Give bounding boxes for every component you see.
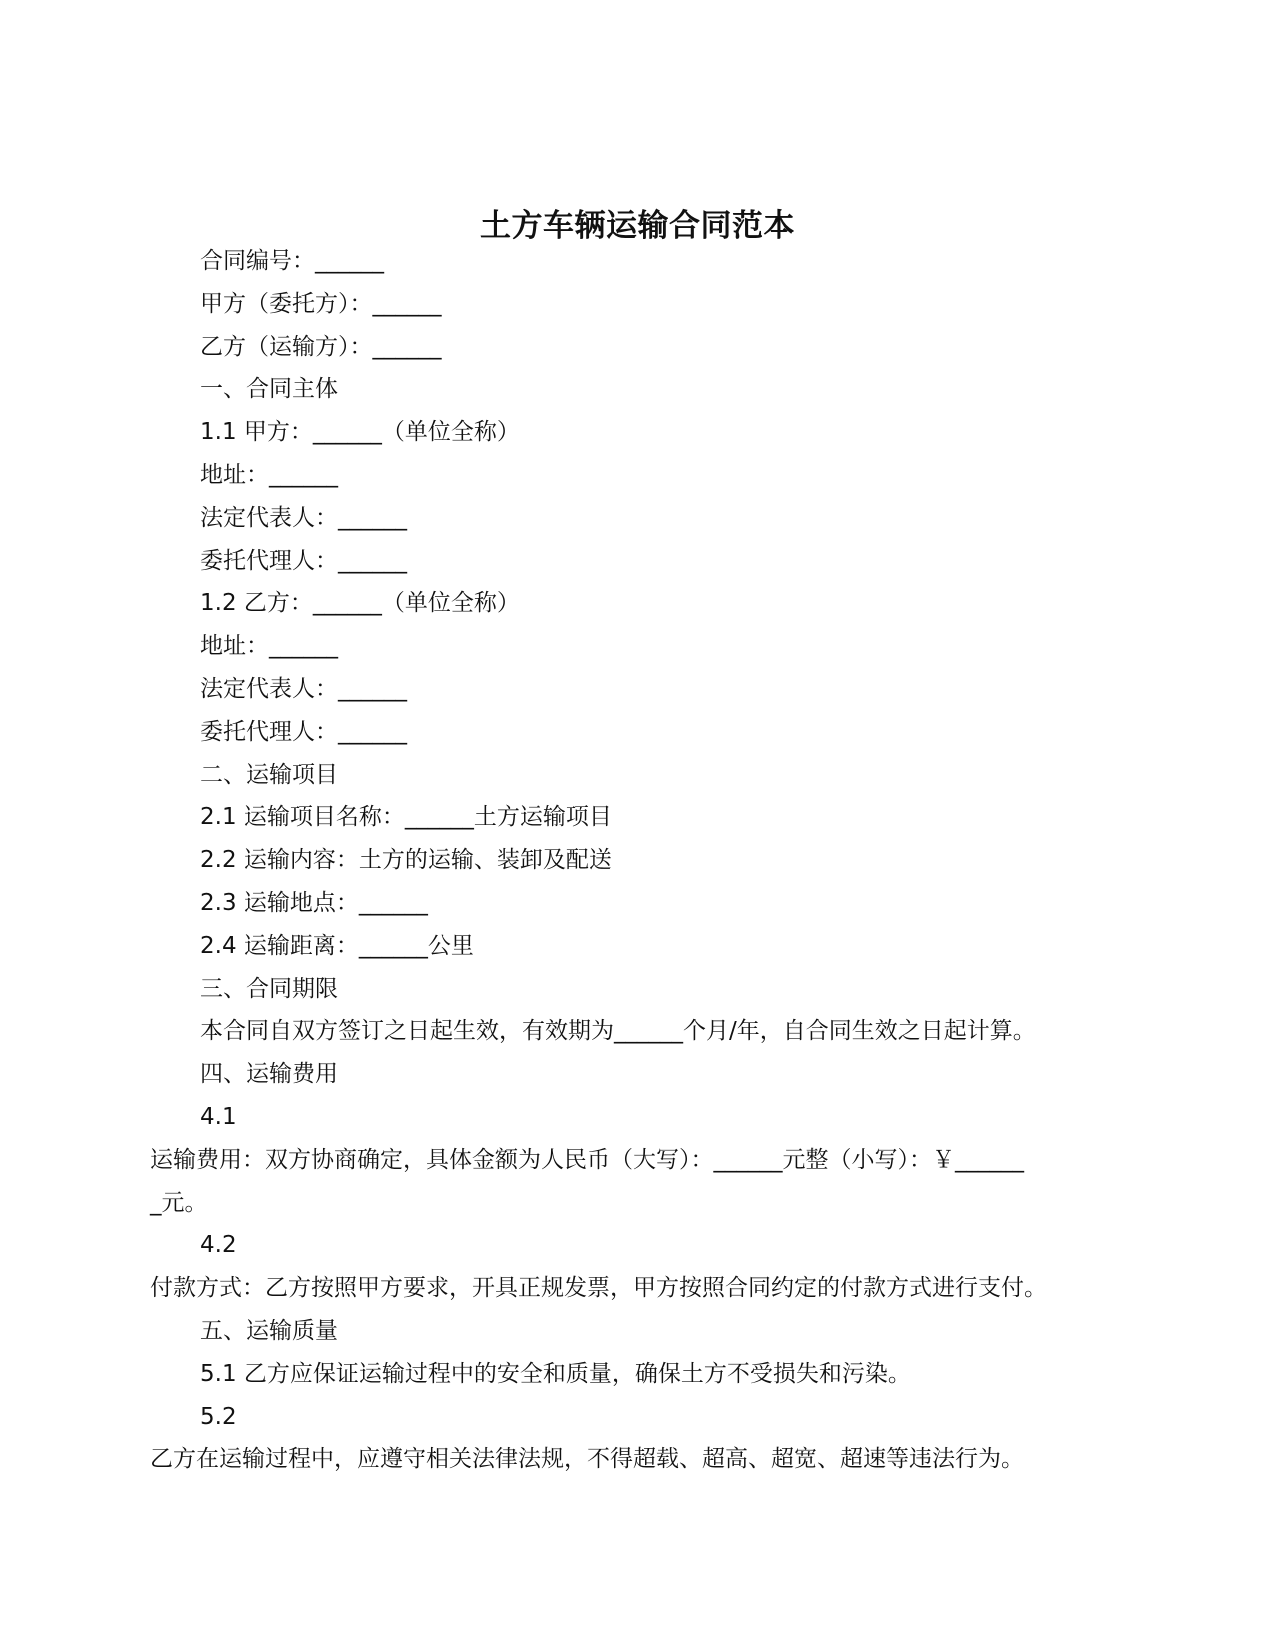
party-b-address: 地址：______	[200, 633, 338, 660]
clause-2-2: 2.2 运输内容：土方的运输、装卸及配送	[200, 847, 612, 874]
clause-1-1: 1.1 甲方：______（单位全称）	[200, 419, 520, 446]
section-heading-5: 五、运输质量	[200, 1317, 338, 1344]
clause-2-4: 2.4 运输距离：______公里	[200, 932, 474, 959]
party-b-line: 乙方（运输方）：______	[200, 333, 442, 360]
clause-4-1-text: 运输费用：双方协商确定，具体金额为人民币（大写）：______元整（小写）：￥______	[150, 1146, 1024, 1173]
party-a-legal-rep: 法定代表人：______	[200, 504, 407, 531]
clause-4-2-text: 付款方式：乙方按照甲方要求，开具正规发票，甲方按照合同约定的付款方式进行支付。	[150, 1275, 1047, 1302]
section-heading-1: 一、合同主体	[200, 376, 338, 403]
party-a-address: 地址：______	[200, 461, 338, 488]
party-a-agent: 委托代理人：______	[200, 547, 407, 574]
section-heading-3: 三、合同期限	[200, 975, 338, 1002]
clause-4-1-text-continued: _元。	[150, 1189, 208, 1216]
contract-term-paragraph: 本合同自双方签订之日起生效，有效期为______个月/年，自合同生效之日起计算。	[200, 1018, 1036, 1045]
clause-1-2: 1.2 乙方：______（单位全称）	[200, 590, 520, 617]
section-heading-2: 二、运输项目	[200, 761, 338, 788]
contract-number-line: 合同编号：______	[200, 248, 384, 274]
clause-5-2-number: 5.2	[200, 1403, 237, 1430]
document-title: 土方车辆运输合同范本	[480, 207, 795, 244]
clause-4-1-number: 4.1	[200, 1103, 237, 1130]
clause-5-2-text: 乙方在运输过程中，应遵守相关法律法规，不得超载、超高、超宽、超速等违法行为。	[150, 1446, 1024, 1473]
clause-2-1: 2.1 运输项目名称：______土方运输项目	[200, 804, 612, 831]
party-b-legal-rep: 法定代表人：______	[200, 675, 407, 702]
clause-5-1: 5.1 乙方应保证运输过程中的安全和质量，确保土方不受损失和污染。	[200, 1360, 911, 1387]
party-a-line: 甲方（委托方）：______	[200, 290, 442, 317]
document-body	[150, 240, 1125, 1481]
party-b-agent: 委托代理人：______	[200, 718, 407, 745]
clause-2-3: 2.3 运输地点：______	[200, 889, 428, 916]
section-heading-4: 四、运输费用	[200, 1061, 338, 1088]
clause-4-2-number: 4.2	[200, 1232, 237, 1259]
